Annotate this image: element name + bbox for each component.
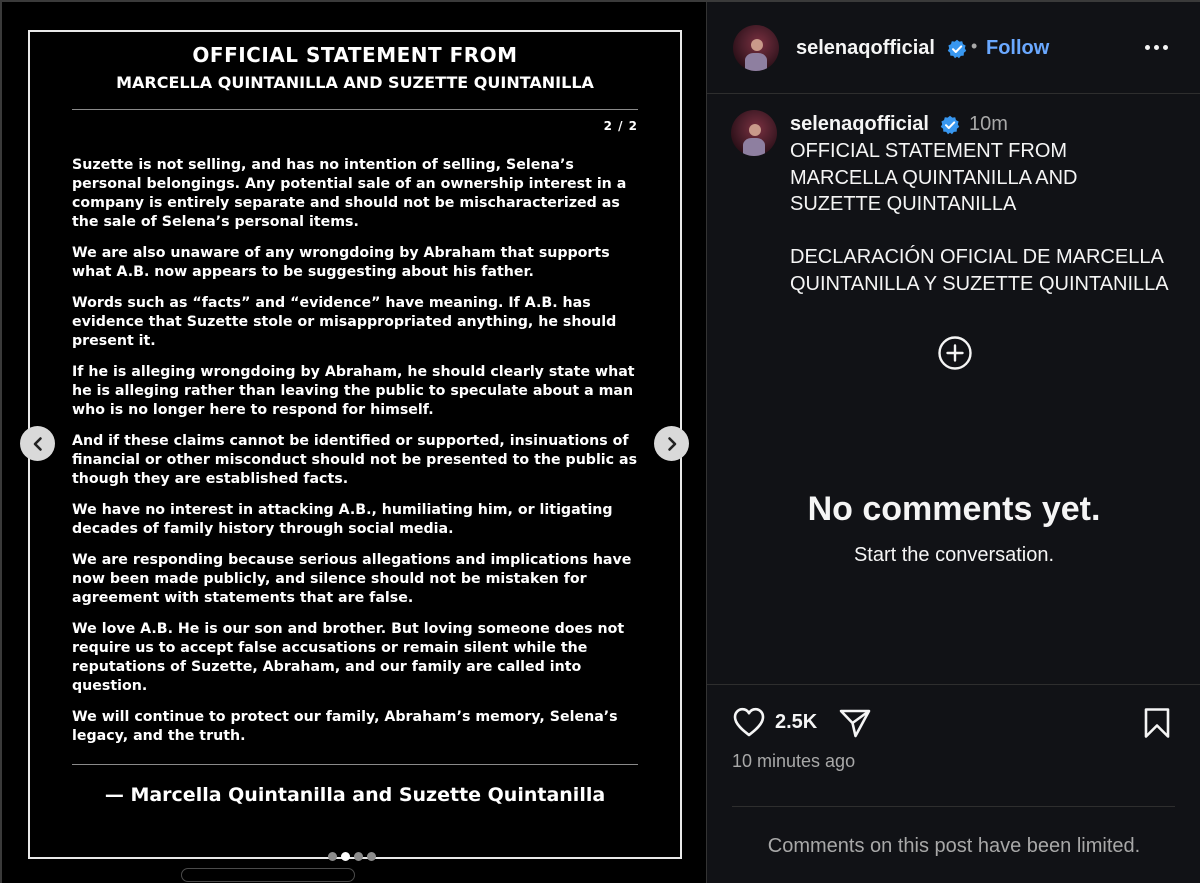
caption-avatar[interactable]	[731, 110, 777, 156]
statement-paragraph: We love A.B. He is our son and brother. But loving someone does not require us to accept false accusations or remain silent while the reputations of Suzette, Abraham, and our family are called into question.	[72, 621, 625, 694]
actions-divider	[732, 806, 1175, 807]
statement-paragraph: Words such as “facts” and “evidence” have meaning. If A.B. has evidence that Suzette stole or misappropriated anything, he should present it.	[72, 295, 617, 349]
post-time-ago[interactable]: 10 minutes ago	[732, 751, 856, 771]
carousel-dot[interactable]	[367, 852, 376, 861]
statement-paragraph: We are responding because serious allegations and implications have now been made publicly, and silence should not be mistaken for agreement with statements that are false.	[72, 552, 632, 606]
header-separator: •	[971, 36, 978, 56]
statement-signature: — Marcella Quintanilla and Suzette Quintanilla	[104, 784, 606, 806]
statement-body	[72, 156, 638, 758]
bookmark-icon[interactable]	[1143, 707, 1171, 739]
carousel-dot[interactable]	[354, 852, 363, 861]
heart-icon[interactable]	[732, 706, 766, 738]
caption-username[interactable]: selenaqofficial	[790, 113, 929, 135]
statement-page-indicator: 2 / 2	[603, 119, 638, 133]
carousel-next-button[interactable]	[654, 426, 689, 461]
avatar[interactable]	[733, 25, 779, 71]
follow-button[interactable]: Follow	[986, 37, 1050, 59]
carousel-dot[interactable]	[328, 852, 337, 861]
statement-paragraph: We will continue to protect our family, Abraham’s memory, Selena’s legacy, and the truth.	[72, 709, 618, 744]
post-media	[2, 2, 706, 883]
statement-subtitle: MARCELLA QUINTANILLA AND SUZETTE QUINTANILLA	[116, 73, 594, 92]
caption-timestamp[interactable]: 10m	[969, 113, 1008, 135]
statement-paragraph: We have no interest in attacking A.B., humiliating him, or litigating decades of family history through social media.	[72, 502, 613, 537]
caption-line: OFFICIAL STATEMENT FROM	[790, 140, 1068, 162]
statement-paragraph: We are also unaware of any wrongdoing by Abraham that supports what A.B. now appears to be suggesting about his father.	[72, 245, 610, 280]
statement-image	[28, 30, 682, 859]
statement-paragraph: And if these claims cannot be identified or supported, insinuations of financial or other misconduct should not be presented to the public as though they are established facts.	[72, 433, 638, 487]
verified-badge-icon	[947, 39, 967, 59]
add-circle-icon[interactable]	[938, 336, 972, 370]
carousel-dot-active[interactable]	[341, 852, 350, 861]
chevron-left-icon	[30, 436, 46, 452]
chevron-right-icon	[664, 436, 680, 452]
statement-title: OFFICIAL STATEMENT FROM	[192, 43, 518, 67]
statement-paragraph: If he is alleging wrongdoing by Abraham, he should clearly state what he is alleging rather than leaving the public to speculate about a man who is no longer here to respond for himself.	[72, 364, 635, 418]
carousel-prev-button[interactable]	[20, 426, 55, 461]
header-username[interactable]: selenaqofficial	[796, 37, 935, 59]
no-comments-title: No comments yet.	[807, 490, 1101, 528]
post-side-panel	[706, 2, 1200, 883]
caption-line: SUZETTE QUINTANILLA	[790, 193, 1017, 215]
verified-badge-icon	[940, 115, 960, 135]
like-count[interactable]: 2.5K	[775, 711, 818, 733]
scroll-handle[interactable]	[181, 868, 355, 882]
post-actions-bar	[707, 684, 1200, 883]
more-options-icon[interactable]	[1145, 37, 1173, 57]
caption-line: MARCELLA QUINTANILLA AND	[790, 166, 1078, 189]
post-header	[707, 2, 1200, 94]
no-comments-subtitle: Start the conversation.	[853, 544, 1055, 566]
share-icon[interactable]	[838, 707, 872, 739]
caption-text	[790, 138, 1190, 297]
comments-limited-note: Comments on this post have been limited.	[767, 835, 1141, 857]
statement-paragraph: Suzette is not selling, and has no intention of selling, Selena’s personal belongings. Any potential sale of an ownership interest in a company is entirely separate and should not be mischaracterized as the sale of Selena’s personal items.	[72, 157, 627, 230]
caption-line: QUINTANILLA Y SUZETTE QUINTANILLA	[790, 272, 1169, 295]
statement-divider-bottom	[72, 764, 638, 765]
statement-divider-top	[72, 109, 638, 110]
carousel-dots	[328, 852, 376, 861]
caption-line: DECLARACIÓN OFICIAL DE MARCELLA	[790, 246, 1164, 268]
